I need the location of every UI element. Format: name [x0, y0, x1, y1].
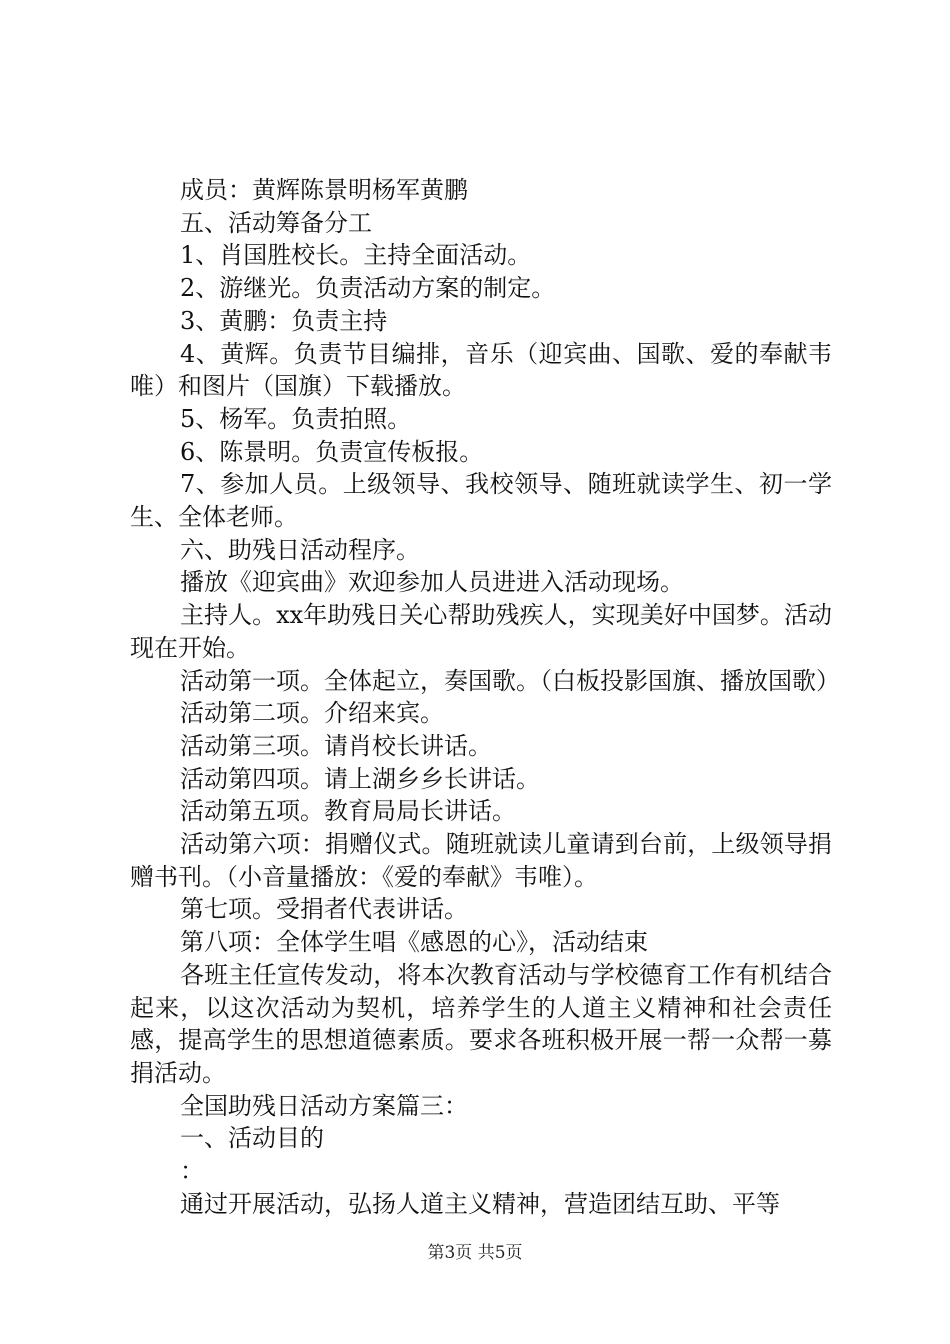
- list-item: 7、参加人员。上级领导、我校领导、随班就读学生、初一学生、全体老师。: [130, 470, 832, 532]
- list-item: 6、陈景明。负责宣传板报。: [180, 437, 484, 466]
- heading-program: 六、助残日活动程序。: [180, 535, 420, 564]
- program-item: 活动第五项。教育局局长讲话。: [180, 797, 516, 826]
- program-item: 活动第六项：捐赠仪式。随班就读儿童请到台前，上级领导捐赠书刊。（小音量播放：《爱的奉献》韦唯）。: [130, 830, 832, 891]
- paragraph-members: 成员：黄辉陈景明杨军黄鹏: [180, 176, 468, 204]
- section-title: 全国助残日活动方案篇三：: [180, 1091, 468, 1120]
- paragraph: 播放《迎宾曲》欢迎参加人员进进入活动现场。: [180, 568, 684, 597]
- program-item: 活动第四项。请上湖乡乡长讲话。: [180, 764, 540, 793]
- page-number: 第3页 共5页: [427, 1243, 523, 1263]
- list-item: 5、杨军。负责拍照。: [180, 404, 412, 433]
- paragraph: 主持人。xx年助残日关心帮助残疾人，实现美好中国梦。活动现在开始。: [130, 601, 832, 662]
- program-item: 活动第二项。介绍来宾。: [180, 699, 444, 728]
- list-item: 1、肖国胜校长。主持全面活动。: [180, 241, 532, 270]
- paragraph: 通过开展活动，弘扬人道主义精神，营造团结互助、平等: [180, 1189, 780, 1218]
- list-item: 2、游继光。负责活动方案的制定。: [180, 274, 556, 303]
- heading-preparation: 五、活动筹备分工: [180, 208, 372, 237]
- program-item: 第八项：全体学生唱《感恩的心》，活动结束: [180, 928, 648, 957]
- program-item: 第七项。受捐者代表讲话。: [180, 895, 468, 924]
- program-item: 活动第三项。请肖校长讲话。: [180, 731, 492, 760]
- paragraph: ：: [180, 1157, 204, 1186]
- heading-purpose: 一、活动目的: [180, 1124, 324, 1153]
- list-item: 3、黄鹏：负责主持: [180, 306, 388, 335]
- paragraph: 各班主任宣传发动，将本次教育活动与学校德育工作有机结合起来，以这次活动为契机，培养学生的人道主义精神和社会责任感，提高学生的思想道德素质。要求各班积极开展一帮一众帮一募捐活动。: [130, 960, 832, 1087]
- document-body: [130, 174, 840, 1221]
- program-item: 活动第一项。全体起立，奏国歌。（白板投影国旗、播放国歌）: [180, 666, 840, 695]
- list-item: 4、黄辉。负责节目编排，音乐（迎宾曲、国歌、爱的奉献韦唯）和图片（国旗）下载播放。: [130, 339, 832, 401]
